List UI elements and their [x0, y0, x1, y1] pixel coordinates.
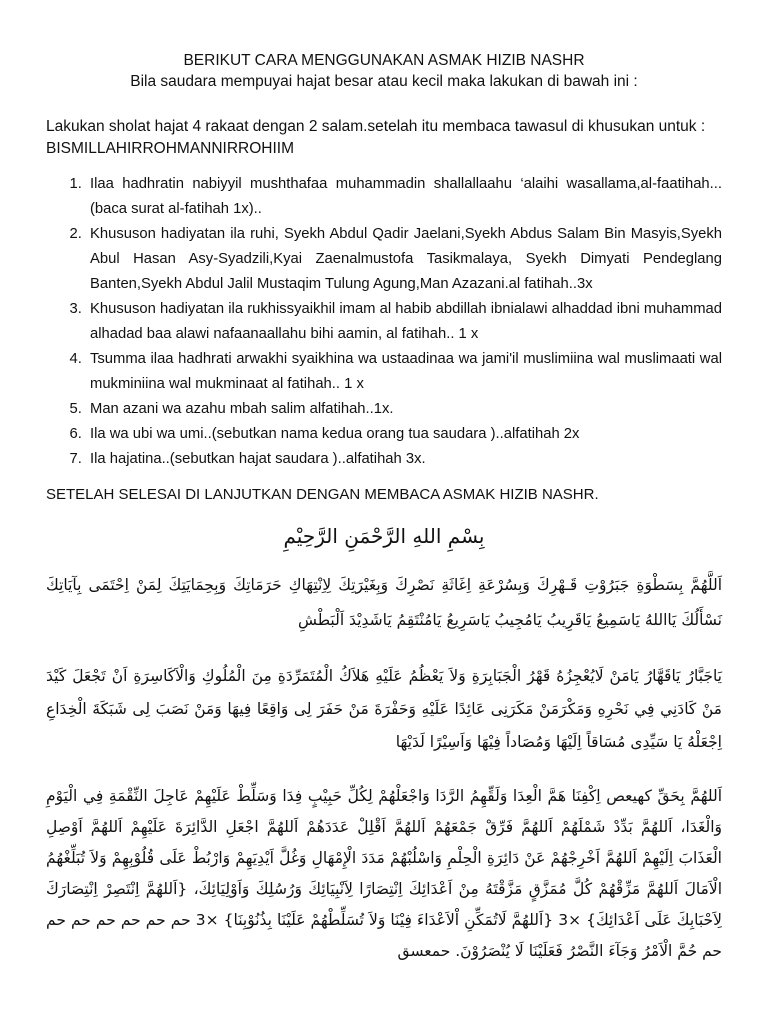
- document-title: BERIKUT CARA MENGGUNAKAN ASMAK HIZIB NASHR: [183, 52, 585, 69]
- arabic-paragraph-3: اَللهُمَّ بِحَقِّ كهيعص اِكْفِنَا هَمَّ الْعِدَا وَلَقِّهِمُ الرَّدَا وَاجْعَلْهُمْ لِكُلِّ حَبِيْبٍ فِدَا وَسَلِّطْ عَلَيْهِمْ عَاجِلَ النِّقْمَةِ فِي الْيَوْمِ وَالْغَدَا، اَللهُمَّ بَدِّدْ شَمْلَهُمْ اَللهُمَّ فَرِّقْ جَمْعَهُمْ اَللهُمَّ اَقْلِلْ عَدَدَهُمْ اَللهُمَّ اجْعَلِ الدَّائِرَةَ عَلَيْهِمْ اَللهُمَّ اَوْصِلِ الْعَذَابَ اِلَيْهِمْ اَللهُمَّ اَخْرِجْهُمْ عَنْ دَائِرَةِ الْحِلْمِ وَاسْلُبْهُمْ مَدَدَ الْإِمْهَالِ وَغُلَّ اَيْدِيَهِمْ وَارْبُطْ عَلَى قُلُوْبِهِمْ وَلاَ تُبَلِّغْهُمُ الْاَمَالَ اَللهُمَّ مَزِّقْهُمْ كُلَّ مُمَزَّقٍ مَزَّقْتَهُ مِنْ اَعْدَائِكَ اِنْتِصَارًا لِاَنْبِيَائِكَ وَرُسُلِكَ وَاَوْلِيَائِكَ، {اَللهُمَّ اِنْتَصِرْ اِنْتِصَارَكَ لِاَحْبَابِكَ عَلَى اَعْدَائِكَ} ×3 {اَللهُمَّ لَاتُمَكِّنِ اْلاَعْدَاءَ فِيْنَا وَلاَ تُسَلِّطْهُمْ عَلَيْنَا بِذُنُوْبِنَا} ×3 حم حم حم حم حم حم حم حُمَّ الْاَمْرُ وَجَآءَ النَّصْرُ فَعَلَيْنَا لَا يُنْصَرُوْنَ. حمعسق: [46, 787, 722, 960]
- list-item: 6. Ila wa ubi wa umi..(sebutkan nama kedua orang tua saudara )..alfatihah 2x: [86, 422, 722, 447]
- list-item: 5. Man azani wa azahu mbah salim alfatihah..1x.: [86, 397, 722, 422]
- arabic-paragraph-1: اَللَّهُمَّ بِسَطْوَةِ جَبَرُوْتِ قَـهْرِكَ وَبِسُرْعَةِ اِغَاثَةِ نَصْرِكَ وَبِغَيْرَتِكَ لِاِنْتِهَاكِ حَرَمَاتِكَ وَبِحِمَايَتِكَ لِمَنْ اِحْتَمَى بِآيَاتِكَ نَسْأَلُكَ يَااللهُ يَاسَمِيعُ يَاقَرِيبُ يَامُجِيبُ يَاسَرِيعُ يَامُنْتَقِمُ يَاشَدِيْدَ اَلْبَطْشِ: [46, 576, 722, 629]
- intro-section: [46, 116, 722, 160]
- list-item: 2. Khususon hadiyatan ila ruhi, Syekh Abdul Qadir Jaelani,Syekh Abdus Salam Bin Masyis,Syekh Abul Hasan Asy-Syadzili,Kyai Zaenalmustofa Tasikmalaya, Syekh Dimyati Pendeglang Banten,Syekh Abdul Jalil Mustaqim Tulung Agung,Man Azazani.al fatihah..3x: [86, 222, 722, 297]
- continuation-note: SETELAH SELESAI DI LANJUTKAN DENGAN MEMBACA ASMAK HIZIB NASHR.: [46, 486, 599, 503]
- intro-bismillah: BISMILLAHIRROHMANNIRROHIIM: [46, 140, 295, 157]
- intro-instruction: Lakukan sholat hajat 4 rakaat dengan 2 salam.setelah itu membaca tawasul di khusukan untuk :: [46, 118, 706, 135]
- arabic-basmala: بِسْمِ اللهِ الرَّحْمَنِ الرَّحِيْمِ: [283, 524, 485, 548]
- list-item: 4. Tsumma ilaa hadhrati arwakhi syaikhina wa ustaadinaa wa jami'il muslimiina wal muslimaati wal mukminiina wal mukminaat al fatihah.. 1 x: [86, 347, 722, 397]
- list-item: 1. Ilaa hadhratin nabiyyil mushthafaa muhammadin shallallaahu ‘alaihi wasallama,al-faatihah...(baca surat al-fatihah 1x)..: [86, 172, 722, 222]
- tawasul-steps-list: [46, 172, 722, 472]
- title-block: [46, 0, 722, 92]
- document-subtitle: Bila saudara mempuyai hajat besar atau kecil maka lakukan di bawah ini :: [130, 73, 638, 90]
- list-item: 3. Khususon hadiyatan ila rukhissyaikhil imam al habib abdillah ibnialawi alhaddad ibni muhammad alhadad baa alawi nafaanaallahu bihi aamin, al fatihah.. 1 x: [86, 297, 722, 347]
- list-item: 7. Ila hajatina..(sebutkan hajat saudara )..alfatihah 3x.: [86, 447, 722, 472]
- arabic-paragraph-2: يَاجَبَّارُ يَاقَهَّارُ يَامَنْ لَايُعْجِزُهُ قَهْرُ الْجَبَابِرَةِ وَلاَ يَعْظُمُ عَلَيْهِ هَلاَكُ الْمُتَمَرِّدَةِ مِنَ الْمُلُوكِ وَالْاَكَاسِرَةِ اَنْ تَجْعَلَ كَيْدَ مَنْ كَادَنِي فِي نَحْرِهِ وَمَكْرَمَنْ مَكَرَنِى عَائِدًا عَلَيْهِ وَحَفْرَةَ مَنْ حَفَرَ لِى وَاقِعًا فِيهَا وَمَنْ نَصَبَ لِى شَبَكَةَ الْخِدَاعِ اِجْعَلْهُ يَا سَيِّدِى مُسَاقاً اِلَيْهَا وَمُصَاداً فِيْهَا وَاَسِيْرًا لَدَيْهَا: [46, 667, 722, 751]
